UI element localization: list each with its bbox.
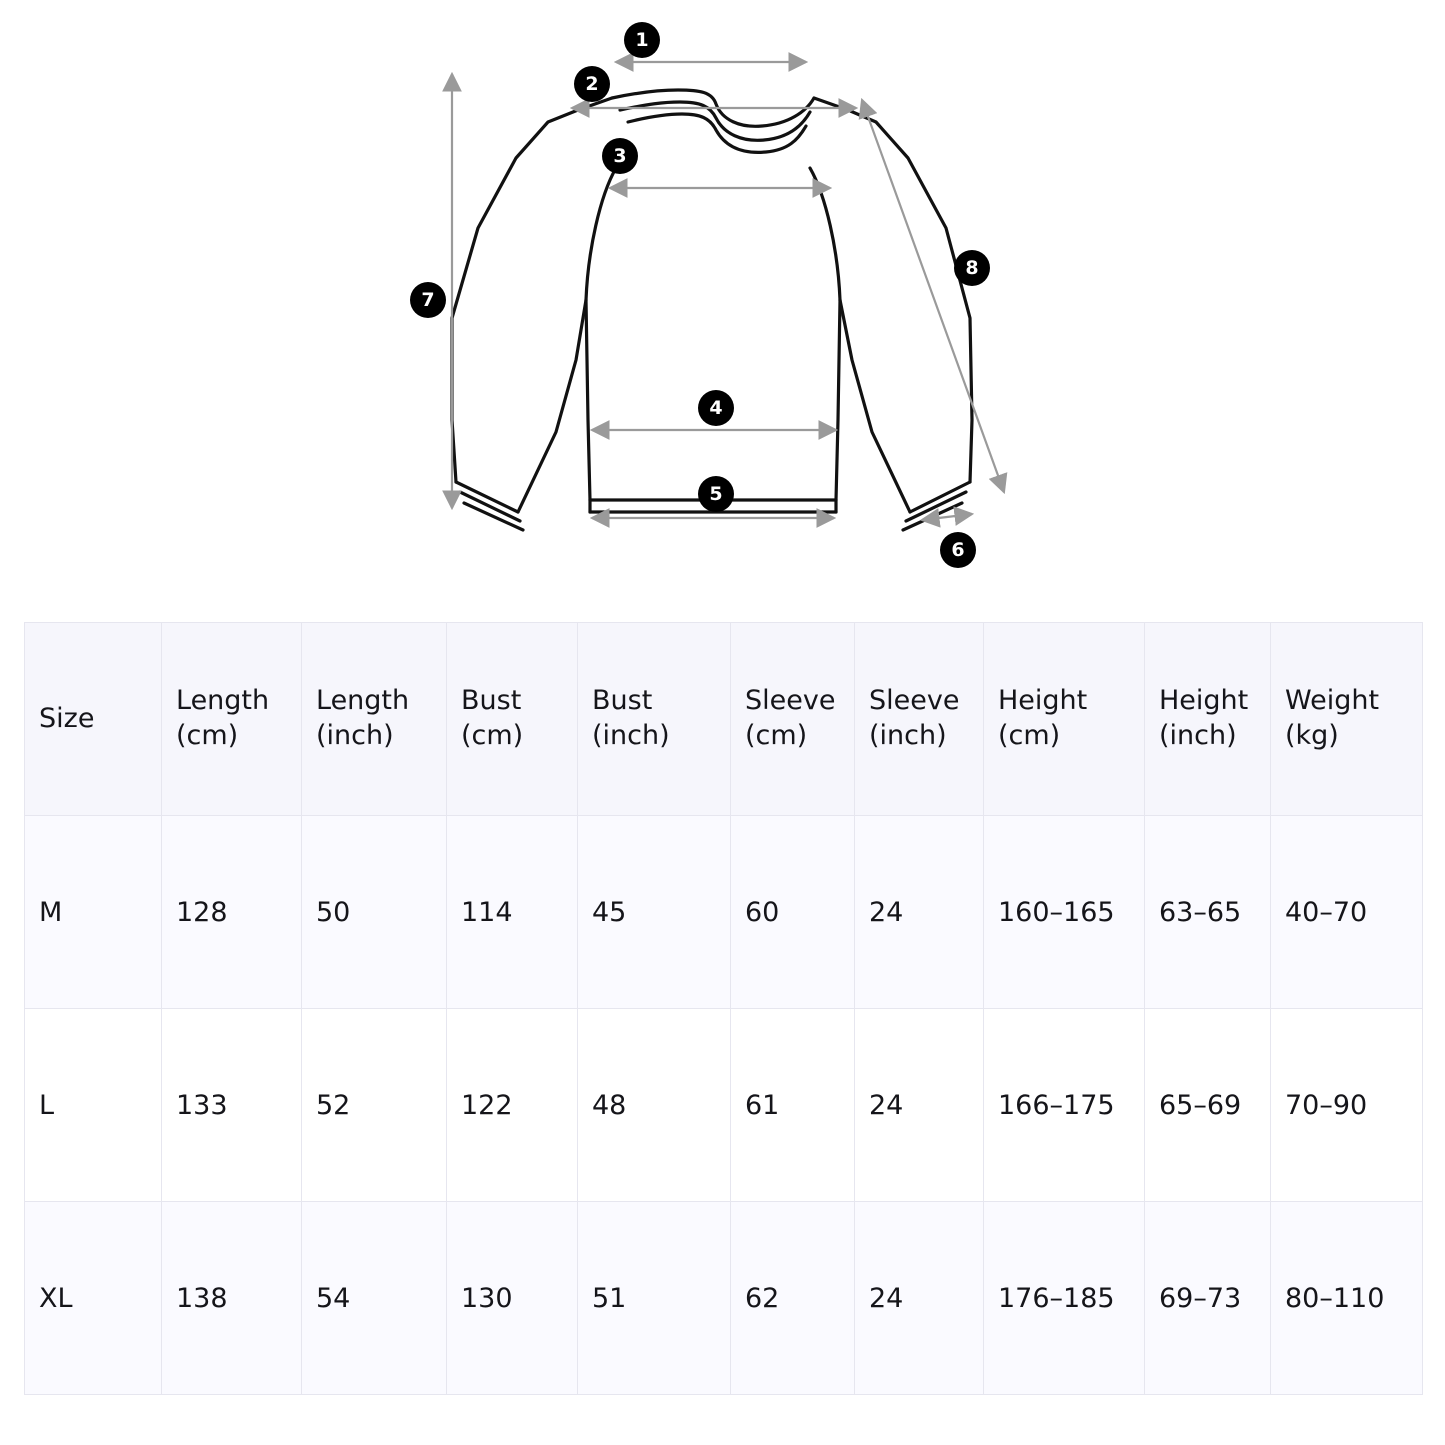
- cell-bust-inch: 48: [578, 1009, 731, 1202]
- callout-7-label: 7: [421, 288, 435, 311]
- cell-size: L: [25, 1009, 162, 1202]
- cell-size: M: [25, 816, 162, 1009]
- cell-height-cm: 176–185: [984, 1202, 1145, 1395]
- column-header-height-inch: Height (inch): [1145, 623, 1271, 816]
- cell-height-cm: 166–175: [984, 1009, 1145, 1202]
- cell-bust-cm: 122: [447, 1009, 578, 1202]
- column-header-length-cm: Length (cm): [162, 623, 302, 816]
- table-body: [25, 816, 1423, 1395]
- column-header-sleeve-inch: Sleeve (inch): [855, 623, 984, 816]
- callout-2-shoulder: [574, 66, 610, 102]
- garment-diagram: [0, 0, 1445, 600]
- callout-4-label: 4: [709, 396, 723, 419]
- cell-bust-inch: 45: [578, 816, 731, 1009]
- column-header-bust-inch: Bust (inch): [578, 623, 731, 816]
- callout-7-length: [410, 282, 446, 318]
- cell-bust-cm: 114: [447, 816, 578, 1009]
- callout-5-label: 5: [709, 482, 723, 505]
- callout-4-bust: [698, 390, 734, 426]
- size-table-container: [24, 622, 1422, 1395]
- cell-height-cm: 160–165: [984, 816, 1145, 1009]
- cell-bust-cm: 130: [447, 1202, 578, 1395]
- table-header: [25, 623, 1423, 816]
- column-header-sleeve-cm: Sleeve (cm): [731, 623, 855, 816]
- cell-sleeve-inch: 24: [855, 816, 984, 1009]
- cell-sleeve-cm: 62: [731, 1202, 855, 1395]
- cell-sleeve-cm: 61: [731, 1009, 855, 1202]
- cell-sleeve-inch: 24: [855, 1009, 984, 1202]
- cell-bust-inch: 51: [578, 1202, 731, 1395]
- cell-length-cm: 138: [162, 1202, 302, 1395]
- cell-height-inch: 65–69: [1145, 1009, 1271, 1202]
- table-row: [25, 1202, 1423, 1395]
- callout-3-chest-upper: [602, 138, 638, 174]
- table-row: [25, 1009, 1423, 1202]
- column-header-length-inch: Length (inch): [302, 623, 447, 816]
- column-header-height-cm: Height (cm): [984, 623, 1145, 816]
- cell-size: XL: [25, 1202, 162, 1395]
- cell-weight-kg: 40–70: [1271, 816, 1423, 1009]
- cell-weight-kg: 70–90: [1271, 1009, 1423, 1202]
- cell-length-inch: 54: [302, 1202, 447, 1395]
- callout-1-neck-width: [624, 22, 660, 58]
- cell-height-inch: 63–65: [1145, 816, 1271, 1009]
- callout-5-hem-width: [698, 476, 734, 512]
- table-row: [25, 816, 1423, 1009]
- cell-sleeve-inch: 24: [855, 1202, 984, 1395]
- cell-length-cm: 128: [162, 816, 302, 1009]
- column-header-size: Size: [25, 623, 162, 816]
- callout-8-sleeve-length: [954, 250, 990, 286]
- table-header-row: [25, 623, 1423, 816]
- callout-8-label: 8: [965, 256, 979, 279]
- cell-length-inch: 52: [302, 1009, 447, 1202]
- callout-1-label: 1: [635, 28, 649, 51]
- cell-length-inch: 50: [302, 816, 447, 1009]
- callout-6-label: 6: [951, 538, 965, 561]
- callout-6-cuff-width: [940, 532, 976, 568]
- cell-height-inch: 69–73: [1145, 1202, 1271, 1395]
- column-header-weight-kg: Weight (kg): [1271, 623, 1423, 816]
- column-header-bust-cm: Bust (cm): [447, 623, 578, 816]
- size-table: [24, 622, 1423, 1395]
- cell-length-cm: 133: [162, 1009, 302, 1202]
- callout-2-label: 2: [585, 72, 599, 95]
- callout-3-label: 3: [613, 144, 627, 167]
- cell-sleeve-cm: 60: [731, 816, 855, 1009]
- cell-weight-kg: 80–110: [1271, 1202, 1423, 1395]
